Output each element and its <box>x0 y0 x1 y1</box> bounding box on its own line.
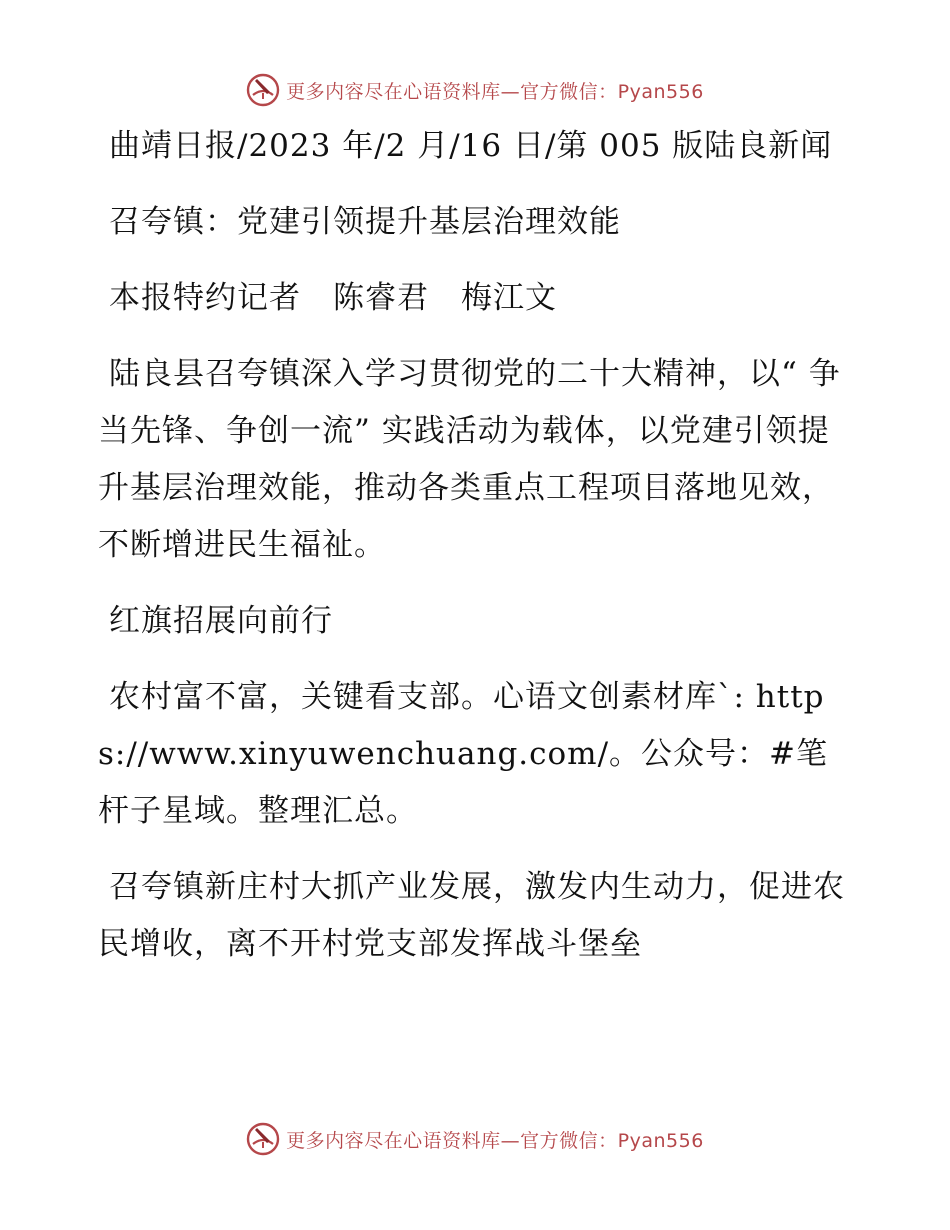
watermark-footer <box>0 1119 950 1159</box>
watermark-text: 更多内容尽在心语资料库—官方微信：Pyan556 <box>286 80 704 103</box>
article-body <box>98 118 850 973</box>
book-pen-logo-icon <box>246 73 280 107</box>
subheading: 红旗招展向前行 <box>109 603 333 639</box>
paragraph-2: 召夸镇新庄村大抓产业发展，激发内生动力，促进农民增收，离不开村党支部发挥战斗堡垒 <box>98 869 845 962</box>
watermark-text: 更多内容尽在心语资料库—官方微信：Pyan556 <box>286 1129 704 1152</box>
watermark-header <box>0 70 950 110</box>
source-line: 曲靖日报/2023 年/2 月/16 日/第 005 版陆良新闻 <box>109 128 833 164</box>
byline: 本报特约记者 陈睿君 梅江文 <box>109 280 557 316</box>
book-pen-logo-icon <box>246 1122 280 1156</box>
lead-paragraph: 陆良县召夸镇深入学习贯彻党的二十大精神，以“ 争当先锋、争创一流” 实践活动为载体，以党建引领提升基层治理效能，推动各类重点工程项目落地见效，不断增进民生福祉。 <box>98 356 841 563</box>
paragraph-1: 农村富不富，关键看支部。心语文创素材库`: https://www.xinyuwenchuang.com/。公众号：#笔杆子星域。整理汇总。 <box>98 679 828 829</box>
headline: 召夸镇：党建引领提升基层治理效能 <box>109 204 621 240</box>
